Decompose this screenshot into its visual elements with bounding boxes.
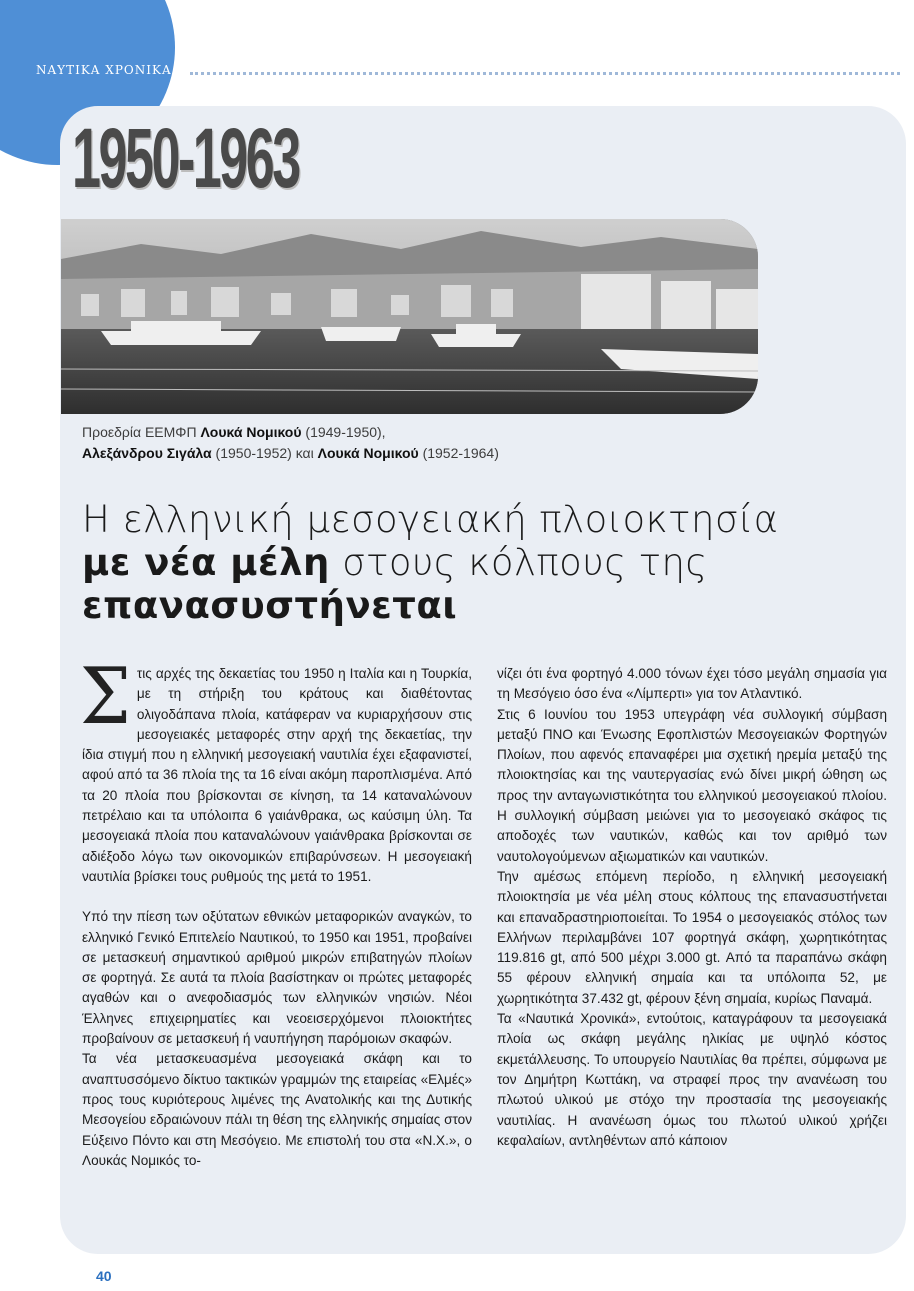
page-number: 40 <box>96 1268 112 1284</box>
headline-line-3 <box>82 584 862 627</box>
harbor-photo-icon <box>61 219 758 414</box>
headline-line-2 <box>82 541 862 584</box>
article-column-right <box>497 664 887 1151</box>
article-column-left <box>80 650 472 1171</box>
caption-line-1 <box>82 422 499 443</box>
article-headline <box>82 498 862 627</box>
headline-line-1: Η ελληνική μεσογειακή πλοιοκτησία <box>82 498 779 541</box>
photo-caption <box>82 422 499 464</box>
paragraph: Τα «Ναυτικά Χρονικά», εντούτοις, καταγράφουν τα μεσογειακά πλοία ως σκάφη μεγάλης ηλικίας με υψηλό κόστος εκμετάλλευσης. Το υπουργείο Ναυτιλίας θα πρέπει, σύμφωνα με τον Δημήτρη Κωττάκη, να στραφεί προς την ανανέωση του πλωτού υλικού με στόχο την προστασία της μεσογειακής ναυτιλίας. Η ανανέωση όμως του πλωτού υλικού χρήζει κεφαλαίων, αντληθέντων από κάποιον <box>497 1011 887 1148</box>
paragraph: Στις 6 Ιουνίου του 1953 υπεγράφη νέα συλλογική σύμβαση μεταξύ ΠΝΟ και Ένωσης Εφοπλιστών Μεσογειακών Φορτηγών Πλοίων, που αφενός επαναφέρει μια σχετική ηρεμία μεταξύ της πλοιοκτησίας και της ναυτεργασίας ενώ δίνει μικρή ώθηση ως προς την ανταγωνιστικότητα του ελληνικού μεσογειακού πλοίου. Η συλλογική σύμβαση μειώνει για το μεσογειακό σκάφος τις αποδοχές των ναυτικών, καθώς και τον αριθμό των ναυτολογούμενων αξιωματικών και ναυτικών. <box>497 706 887 864</box>
paragraph: νίζει ότι ένα φορτηγό 4.000 τόνων έχει τόσο μεγάλη σημασία για τη Μεσόγειο όσο ένα «Λίμπερτι» για τον Ατλαντικό. <box>497 666 887 702</box>
caption-name: Λουκά Νομικού <box>200 424 302 440</box>
harbor-photo <box>61 219 758 414</box>
year-heading: 1950-1963 <box>72 111 299 205</box>
caption-line-2 <box>82 443 499 464</box>
paragraph: Τα νέα μετασκευασμένα μεσογειακά σκάφη και το αναπτυσσόμενο δίκτυο τακτικών γραμμών της εταιρείας «Ελμές» προς τους κυριότερους λιμένες της Ανατολικής και της Δυτικής Μεσογείου εδραιώνουν πάλι τη θέση της ελληνικής σημαίας στον Εύξεινο Πόντο και στη Μεσόγειο. Με επιστολή του στα «Ν.Χ.», ο Λουκάς Νομικός το- <box>82 1051 472 1168</box>
headline-bold: με νέα μέλη <box>82 541 330 584</box>
paragraph: Την αμέσως επόμενη περίοδο, η ελληνική μεσογειακή πλοιοκτησία με νέα μέλη στους κόλπους της επανασυστήνεται και επαναδραστηριοποιείται. Το 1954 ο μεσογειακός στόλος των Ελλήνων περιλαμβάνει 107 φορτηγά σκάφη, χωρητικότητας 119.816 gt, από 500 μέχρι 3.000 gt. Από τα παραπάνω σκάφη 55 φέρουν ελληνική σημαία και τα υπόλοιπα 52, με χωρητικότητα 37.432 gt, φέρουν ξένη σημαία, κυρίως Παναμά. <box>497 868 887 1006</box>
caption-name: Αλεξάνδρου Σιγάλα <box>82 445 212 461</box>
magazine-title: ΝΑΥΤΙΚΑ ΧΡΟΝΙΚΑ <box>36 63 172 77</box>
caption-years: (1950-1952) και <box>211 445 318 461</box>
drop-cap: Σ <box>80 650 131 742</box>
paragraph-text: τις αρχές της δεκαετίας του 1950 η Ιταλία και η Τουρκία, με τη στήριξη του κράτους και διαθέτοντας ολιγοδάπανα πλοία, κατάφεραν να κυριαρχήσουν στις μεσογειακές μεταφορές στην αρχή της δεκαετίας, την ίδια στιγμή που η ελληνική μεσογειακή ναυτιλία έχει εξαφανιστεί, αφού από τα 36 πλοία της τα 16 είναι ακόμη παροπλισμένα. Από τα 20 πλοία που βρίσκονται σε κίνηση, τα 14 καταναλώνουν πετρέλαιο και τα υπόλοιπα 6 γαιάνθρακα, ως καύσιμη ύλη. Τα μεσογειακά πλοία που καταναλώνουν γαιάνθρακα βρίσκονται σε αδιέξοδο λόγω των οικονομικών επιβαρύνσεων. Η μεσογειακή ναυτιλία βρίσκει τους ρυθμούς της μετά το 1951. <box>82 666 472 884</box>
caption-years: (1949-1950), <box>301 424 386 440</box>
headline-text: στους κόλπους της <box>329 541 708 584</box>
caption-text: Προεδρία ΕΕΜΦΠ <box>82 424 201 440</box>
paragraph <box>80 650 472 887</box>
paragraph: Υπό την πίεση των οξύτατων εθνικών μεταφορικών αναγκών, το ελληνικό Γενικό Επιτελείο Ναυτικού, το 1950 και 1951, προβαίνει σε μετασκευή σημαντικού αριθμού μικρών επιβατηγών πλοίων σε φορτηγά. Σε αυτά τα πλοία βασίστηκαν οι πρώτες μεταφορές αγαθών και ο ανεφοδιασμός των ελληνικών νησιών. Νέοι Έλληνες επιχειρηματίες και νεοεισερχόμενοι πλοιοκτήτες προβαίνουν σε μετασκευή ή ναυπήγηση παρόμοιων σκαφών. <box>82 909 472 1047</box>
headline-bold: επανασυστήνεται <box>82 584 458 627</box>
caption-name: Λουκά Νομικού <box>317 445 419 461</box>
caption-years: (1952-1964) <box>418 445 499 461</box>
header-dotted-rule <box>190 72 900 75</box>
